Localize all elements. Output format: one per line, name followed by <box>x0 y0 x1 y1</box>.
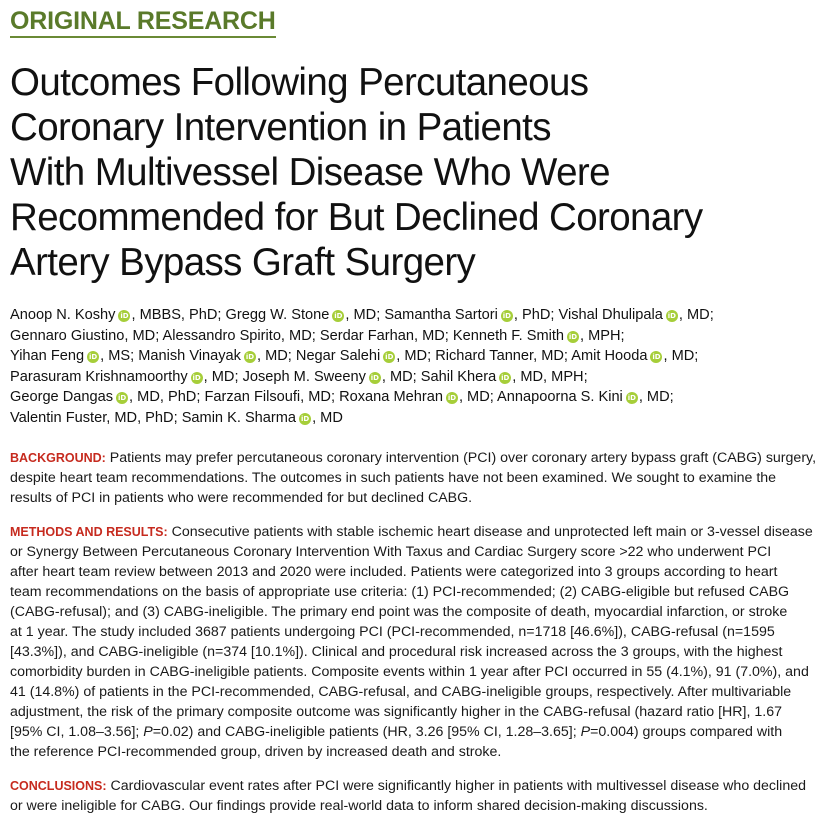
author-name: Kenneth F. Smith <box>452 327 565 344</box>
abstract-line: or were ineligible for CABG. Our findings provide real-world data to inform shared decision-making discussions. <box>10 798 708 814</box>
orcid-icon[interactable]: iD <box>370 373 379 382</box>
author-name: Farzan Filsoufi, MD; <box>204 389 340 405</box>
orcid-icon[interactable]: iD <box>89 353 98 361</box>
author-name: Manish Vinayak <box>138 348 241 364</box>
abstract-line: or Synergy Between Percutaneous Coronary Intervention With Taxus and Cardiac Surgery score >22 who underwent PCI <box>10 544 772 560</box>
background-heading: BACKGROUND: <box>10 451 106 465</box>
article-page <box>10 0 822 830</box>
author-list <box>10 305 822 428</box>
author-row <box>10 346 822 367</box>
orcid-icon[interactable]: iD <box>245 353 255 361</box>
title-line: With Multivessel Disease Who Were <box>10 151 610 194</box>
abstract-line: results of PCI in patients who were recommended for but declined CABG. <box>10 490 473 506</box>
abstract-line: CONCLUSIONS: Cardiovascular event rates after PCI were significantly higher in patients with multivessel disease who declined <box>10 778 806 794</box>
orcid-icon[interactable]: iD <box>300 414 310 423</box>
author-credentials: , MD, PhD; <box>129 389 205 405</box>
article-title <box>10 60 822 285</box>
author-credentials: , MD; <box>381 368 421 385</box>
orcid-icon[interactable]: iD <box>627 394 636 402</box>
abstract-background <box>10 448 822 508</box>
orcid-icon[interactable]: iD <box>385 353 394 361</box>
author-name: Richard Tanner, MD; <box>435 348 572 364</box>
orcid-icon[interactable]: iD <box>501 373 510 382</box>
orcid-icon[interactable]: iD <box>447 394 457 402</box>
author-credentials: , MD, MPH; <box>512 368 588 385</box>
methods-heading: METHODS AND RESULTS: <box>10 525 168 539</box>
orcid-icon[interactable]: iD <box>568 332 578 341</box>
author-name: Samin K. Sharma <box>181 409 297 426</box>
author-name: Yihan Feng <box>10 348 85 364</box>
author-row <box>10 326 822 347</box>
abstract-line: team recommendations on the basis of appropriate use criteria: (1) PCI-recommended; (2) CABG-eligible but refused CABG <box>10 584 790 600</box>
author-credentials: , MPH; <box>580 327 625 344</box>
abstract-line: at 1 year. The study included 3687 patients undergoing PCI (PCI-recommended, n=1718 [46.6%]), CABG-refusal (n=1595 <box>10 624 775 640</box>
author-credentials: , PhD; <box>513 307 559 323</box>
abstract-line: 41 (14.8%) of patients in the PCI-recommended, CABG-refusal, and CABG-ineligible groups, respectively. After multivariable <box>10 684 792 700</box>
author-name: Gennaro Giustino, MD; <box>10 327 163 344</box>
title-line: Outcomes Following Percutaneous <box>10 61 589 104</box>
orcid-icon[interactable]: iD <box>502 312 511 320</box>
author-credentials: , MD; <box>203 368 243 385</box>
author-row <box>10 367 822 388</box>
title-line: Recommended for But Declined Coronary <box>10 196 703 239</box>
author-row <box>10 305 822 326</box>
orcid-icon[interactable]: iD <box>117 394 127 402</box>
abstract-line: METHODS AND RESULTS: Consecutive patients with stable ischemic heart disease and unprotected left main or 3-vessel disease <box>10 524 813 540</box>
author-name: Alessandro Spirito, MD; <box>162 327 320 344</box>
author-credentials: , MD; <box>663 348 699 364</box>
orcid-icon[interactable]: iD <box>652 353 661 361</box>
orcid-icon[interactable]: iD <box>667 312 676 320</box>
abstract-line: BACKGROUND: Patients may prefer percutaneous coronary intervention (PCI) over coronary artery bypass graft (CABG) surgery, <box>10 450 817 466</box>
author-name: Serdar Farhan, MD; <box>319 327 453 344</box>
author-name: Anoop N. Koshy <box>10 307 116 323</box>
author-name: Valentin Fuster, MD, PhD; <box>10 409 182 426</box>
title-line: Artery Bypass Graft Surgery <box>10 241 476 284</box>
orcid-icon[interactable]: iD <box>192 373 201 382</box>
author-credentials: , MBBS, PhD; <box>131 307 226 323</box>
author-credentials: , MD; <box>396 348 436 364</box>
author-name: Annapoorna S. Kini <box>497 389 623 405</box>
section-label: ORIGINAL RESEARCH <box>10 6 276 38</box>
author-name: Negar Salehi <box>295 348 381 364</box>
author-row <box>10 408 822 429</box>
abstract-conclusions <box>10 776 822 816</box>
author-name: Sahil Khera <box>420 368 497 385</box>
abstract-line: the reference PCI-recommended group, driven by increased death and stroke. <box>10 744 502 760</box>
author-credentials: , MD; <box>458 389 498 405</box>
title-line: Coronary Intervention in Patients <box>10 106 551 149</box>
author-name: Gregg W. Stone <box>225 307 330 323</box>
conclusions-heading: CONCLUSIONS: <box>10 779 107 793</box>
abstract-line: despite heart team recommendations. The outcomes in such patients have not been examined. We sought to examine the <box>10 470 777 486</box>
author-name: Joseph M. Sweeny <box>242 368 366 385</box>
abstract-line: [95% CI, 1.08–3.56]; P=0.02) and CABG-ineligible patients (HR, 3.26 [95% CI, 1.28–3.65]; P=0.004) groups compared with <box>10 724 783 740</box>
orcid-icon[interactable]: iD <box>120 312 129 320</box>
author-credentials: , MD; <box>678 307 714 323</box>
author-credentials: , MD <box>312 409 343 426</box>
abstract-line: adjustment, the risk of the primary composite outcome was significantly higher in the CABG-refusal (hazard ratio [HR], 1.67 <box>10 704 782 720</box>
abstract-line: [43.3%]), and CABG-ineligible (n=374 [10.1%]). Clinical and procedural risk increased across the 3 groups, with the highest <box>10 644 783 660</box>
author-name: George Dangas <box>10 389 114 405</box>
abstract-methods-results <box>10 522 822 762</box>
author-credentials: , MD; <box>638 389 674 405</box>
author-row <box>10 387 822 408</box>
author-name: Roxana Mehran <box>339 389 443 405</box>
author-credentials: , MD; <box>345 307 385 323</box>
author-name: Amit Hooda <box>571 348 648 364</box>
author-credentials: , MS; <box>100 348 139 364</box>
orcid-icon[interactable]: iD <box>334 312 343 320</box>
abstract-line: (CABG-refusal); and (3) CABG-ineligible. The primary end point was the composite of death, myocardial infarction, or stroke <box>10 604 788 620</box>
abstract-line: after heart team review between 2013 and 2020 were included. Patients were categorized into 3 groups according to heart <box>10 564 778 580</box>
abstract-line: comorbidity burden in CABG-ineligible patients. Composite events within 1 year after PCI occurred in 55 (4.1%), 91 (7.0%), and <box>10 664 809 680</box>
author-name: Vishal Dhulipala <box>558 307 663 323</box>
author-name: Parasuram Krishnamoorthy <box>10 368 188 385</box>
abstract <box>10 448 822 816</box>
author-name: Samantha Sartori <box>384 307 498 323</box>
author-credentials: , MD; <box>256 348 296 364</box>
